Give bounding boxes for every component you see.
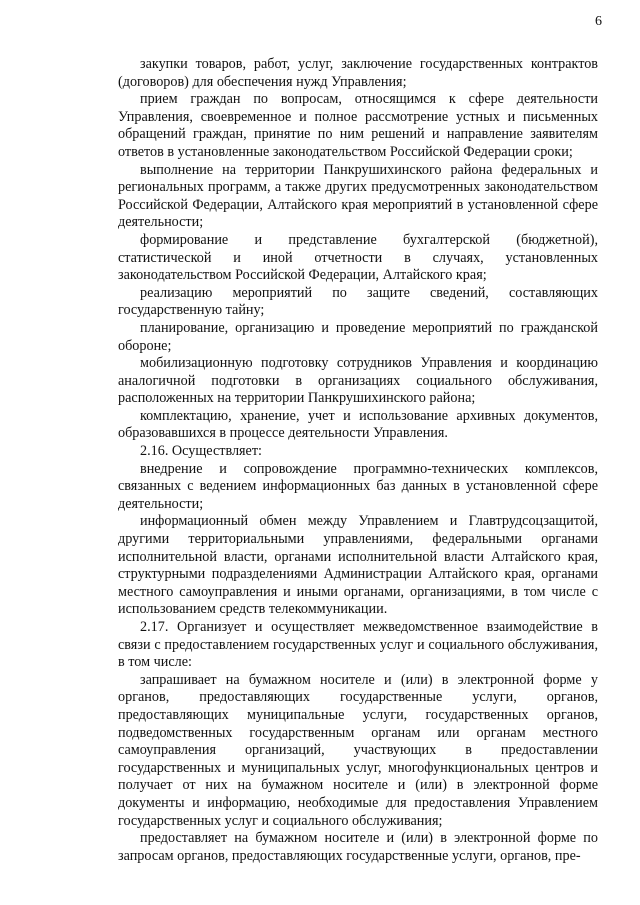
paragraph: закупки товаров, работ, услуг, заключение государственных контрактов (договоров) для обеспечения нужд Управления; bbox=[118, 56, 598, 90]
paragraph: формирование и представление бухгалтерской (бюджетной), статистической и иной отчетности в случаях, установленных законодательством Российской Федерации, Алтайского края; bbox=[118, 231, 598, 284]
paragraph: комплектацию, хранение, учет и использование архивных документов, образовавшихся в процессе деятельности Управления. bbox=[118, 407, 598, 442]
paragraph: прием граждан по вопросам, относящимся к сфере деятельности Управления, своевременное и полное рассмотрение устных и письменных обращений граждан, принятие по ним решений и направление заявителям ответов в установленные законодательством Российской Федерации сроки; bbox=[118, 91, 598, 160]
paragraph: запрашивает на бумажном носителе и (или) в электронной форме у органов, предоставляющих государственные услуги, органов, предоставляющих муниципальные услуги, государственных органов, подведомственных государственным органам или органам местного самоуправления организаций, участвующих в предоставлении государственных и муниципальных услуг, многофункциональных центров и получает от них на бумажном носителе и (или) в электронной форме документы и информацию, необходимые для предоставления Управлением государственных услуг и социального обслуживания; bbox=[118, 671, 598, 829]
paragraph: внедрение и сопровождение программно-технических комплексов, связанных с ведением информационных баз данных в установленной сфере деятельности; bbox=[118, 460, 598, 512]
body-text bbox=[118, 56, 598, 865]
paragraph: предоставляет на бумажном носителе и (или) в электронной форме по запросам органов, предоставляющих государственные услуги, органов, пре- bbox=[118, 830, 598, 864]
section-heading: 2.16. Осуществляет: bbox=[140, 443, 262, 460]
paragraph: реализацию мероприятий по защите сведений, составляющих государственную тайну; bbox=[118, 284, 598, 319]
paragraph: мобилизационную подготовку сотрудников Управления и координацию аналогичной подготовки в организациях социального обслуживания, расположенных на территории Панкрушихинского района; bbox=[118, 355, 598, 407]
paragraph: выполнение на территории Панкрушихинского района федеральных и региональных программ, а также других предусмотренных законодательством Российской Федерации, Алтайского края мероприятий в установленной сфере деятельности; bbox=[118, 161, 598, 231]
paragraph: информационный обмен между Управлением и Главтрудсоцзащитой, другими территориальными управлениями, федеральными органами исполнительной власти, органами исполнительной власти Алтайского края, структурными подразделениями Администрации Алтайского края, органами местного самоуправления и иными органами, организациями, в том числе с использованием средств телекоммуникации. bbox=[118, 513, 598, 618]
paragraph: планирование, организацию и проведение мероприятий по гражданской обороне; bbox=[118, 319, 598, 354]
page-number: 6 bbox=[595, 14, 602, 29]
section-heading: 2.17. Организует и осуществляет межведомственное взаимодействие в связи с предоставлением государственных услуг и социального обслуживания, в том числе: bbox=[118, 619, 598, 671]
